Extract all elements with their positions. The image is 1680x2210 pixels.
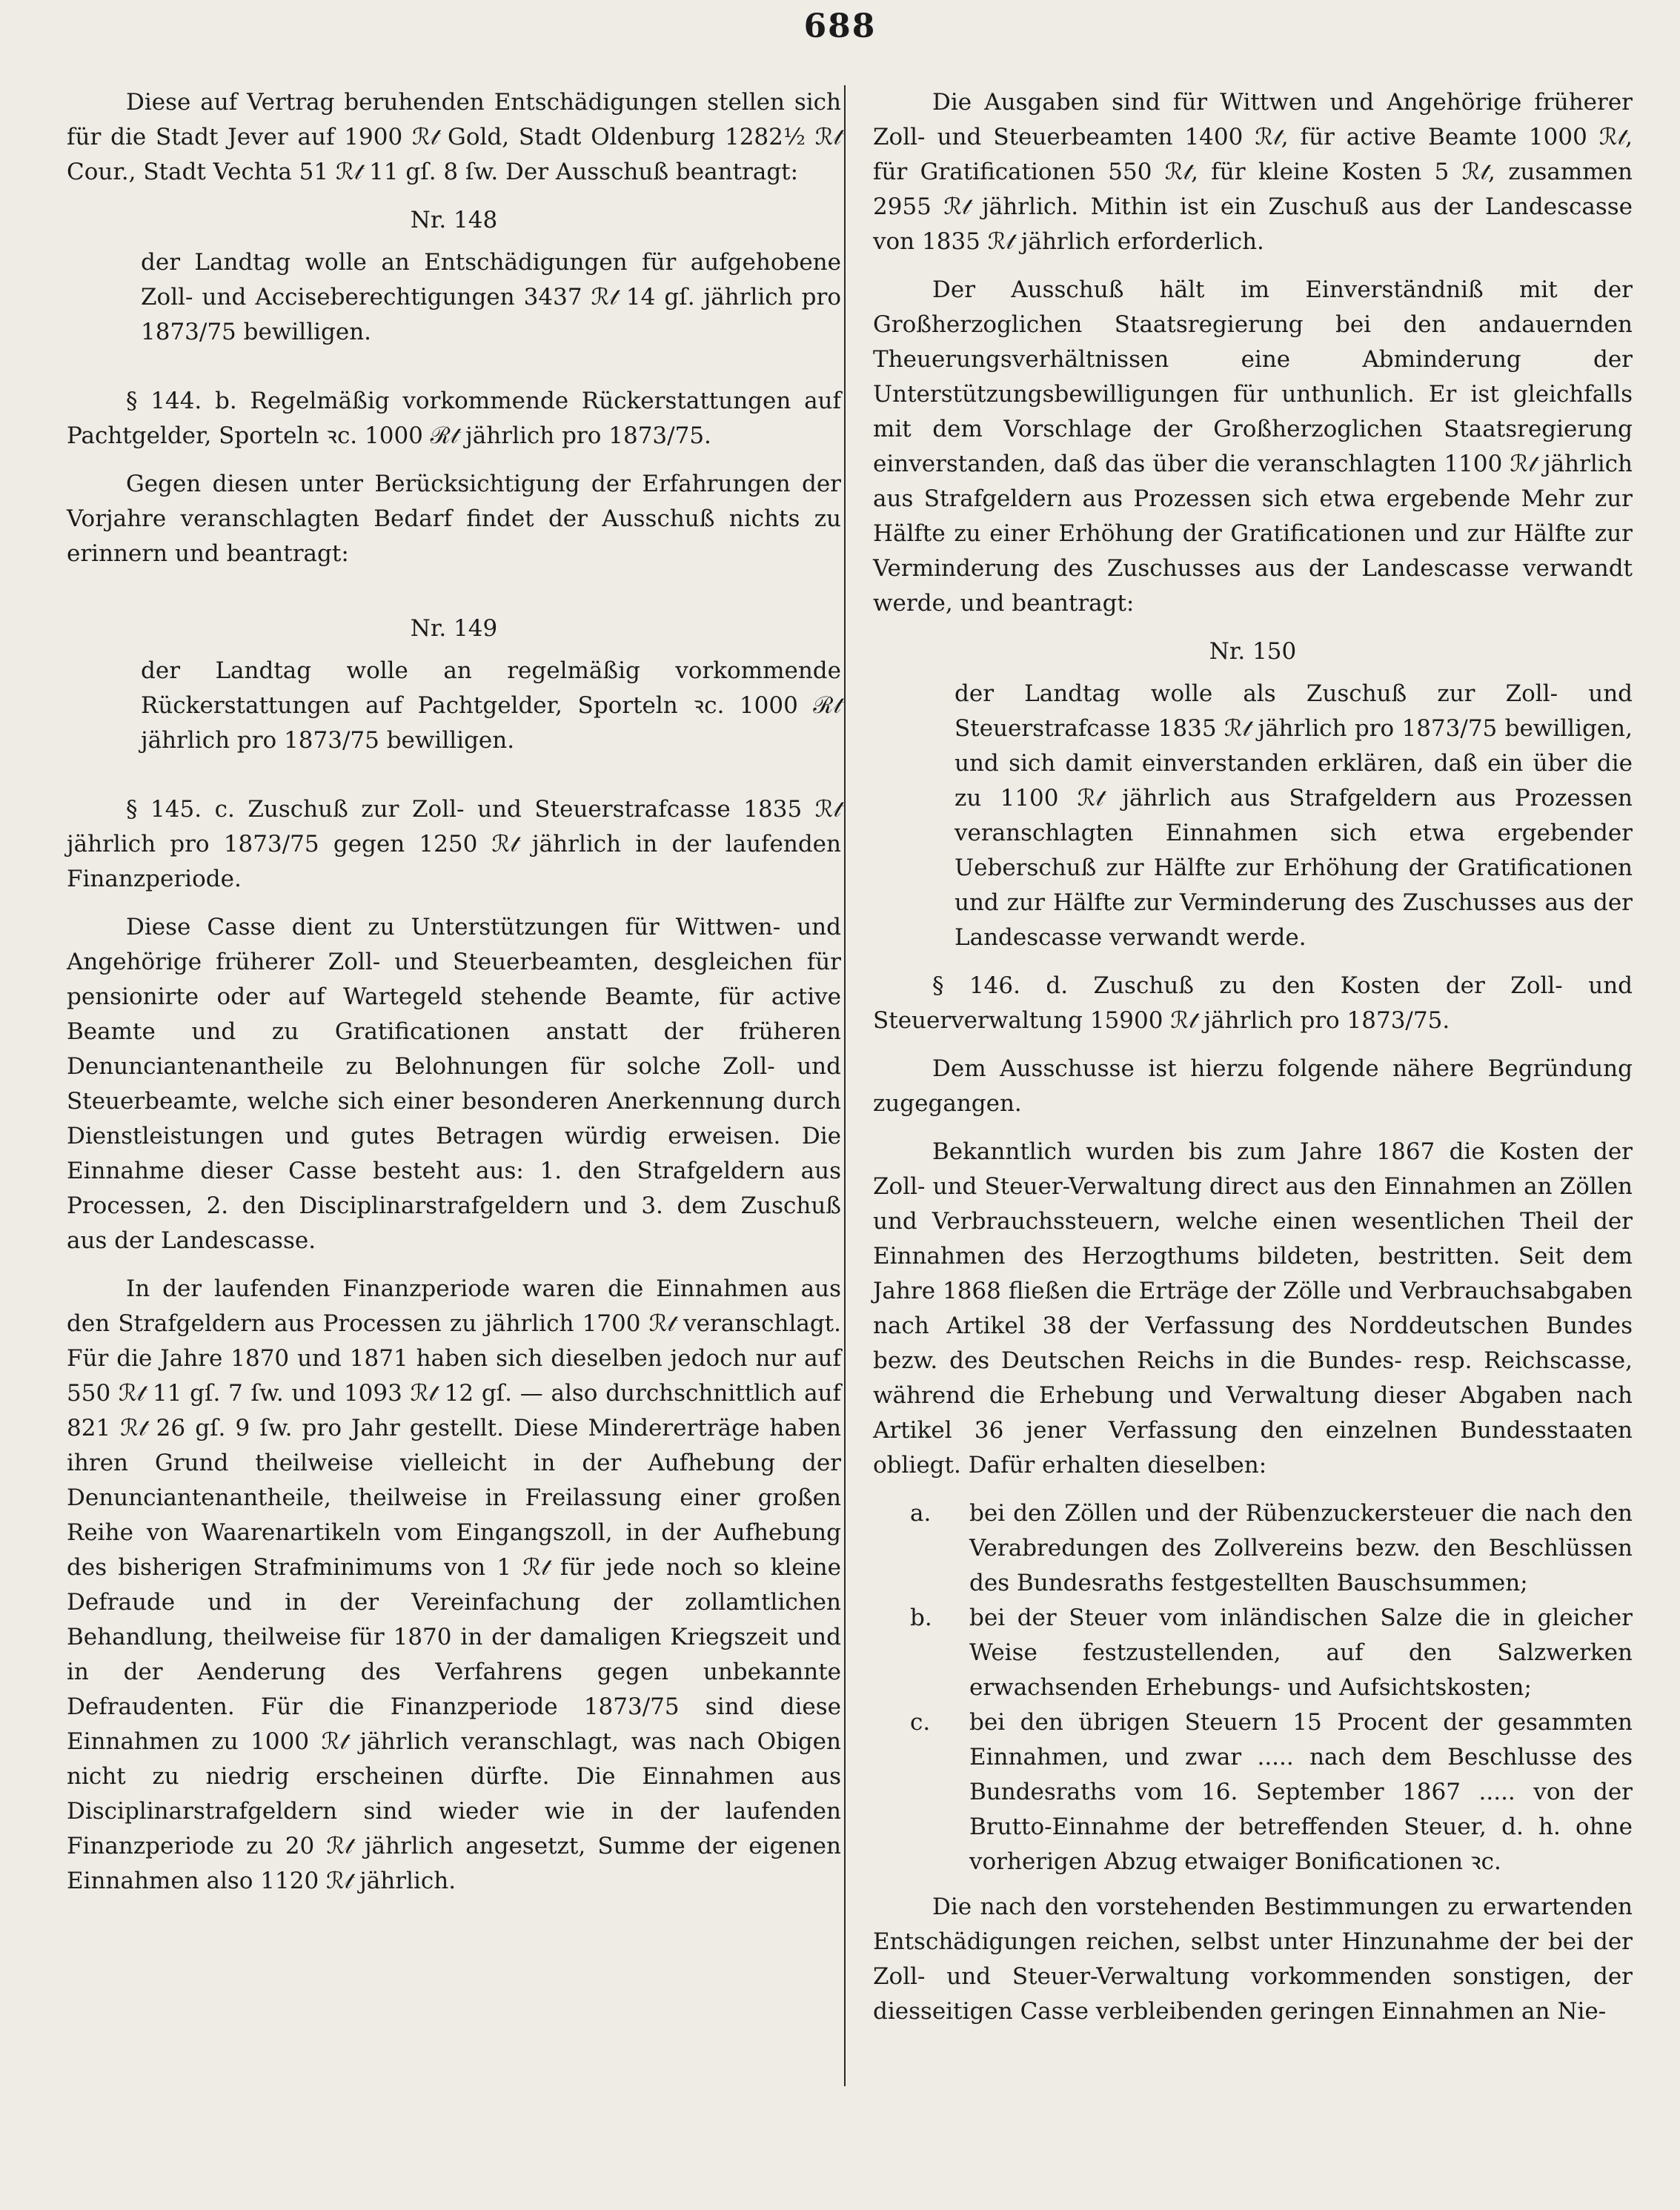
left-column — [67, 85, 841, 1912]
motion-number-148: Nr. 148 — [410, 207, 498, 233]
section-146-text-2: Bekanntlich wurden bis zum Jahre 1867 die Kosten der Zoll- und Steuer-Verwaltung direct aus den Einnahmen an Zöllen und Verbrauchssteuern, welche einen wesentlichen Theil der Einnahmen des Herzogthums bildeten, bestritten. Seit dem Jahre 1868 fließen die Erträge der Zölle und Verbrauchsabgaben nach Artikel 38 der Verfassung des Norddeutschen Bundes bezw. des Deutschen Reichs in die Bundes- resp. Reichscasse, während die Erhebung und Verwaltung dieser Abgaben nach Artikel 36 jener Verfassung den einzelnen Bundesstaaten obliegt. Dafür erhalten dieselben: — [873, 1138, 1633, 1479]
expenses-paragraph: Die Ausgaben sind für Wittwen und Angehörige früherer Zoll- und Steuerbeamten 1400 ℛ𝓉, für active Beamte 1000 ℛ𝓉, für Gratificationen 550 ℛ𝓉, für kleine Kosten 5 ℛ𝓉, zusammen 2955 ℛ𝓉 jährlich. Mithin ist ein Zuschuß aus der Landescasse von 1835 ℛ𝓉 jährlich erforderlich. — [873, 89, 1633, 255]
right-column — [873, 85, 1633, 2043]
section-146-heading: § 146. d. Zuschuß zu den Kosten der Zoll- und Steuerverwaltung 15900 ℛ𝓉 jährlich pro 1873/75. — [873, 972, 1633, 1034]
section-145-heading: § 145. c. Zuschuß zur Zoll- und Steuerstrafcasse 1835 ℛ𝓉 jährlich pro 1873/75 gegen 1250 ℛ𝓉 jährlich in der laufenden Finanzperiode. — [67, 796, 841, 892]
list-item: c. bei den übrigen Steuern 15 Procent der gesammten Einnahmen, und zwar ..... nach dem Beschlusse des Bundesraths vom 16. September 1867 ..... von der Brutto-Einnahme der betreffenden Steuer, d. h. ohne vorherigen Abzug etwaiger Bonificationen ꝛc. — [910, 1709, 1633, 1875]
closing-paragraph: Die nach den vorstehenden Bestimmungen zu erwartenden Entschädigungen reichen, selbst unter Hinzunahme der bei der Zoll- und Steuer-Verwaltung vorkommenden sonstigen, der diesseitigen Casse verbleibenden geringen Einnahmen an Nie- — [873, 1894, 1633, 2025]
page-number: 688 — [803, 7, 877, 45]
column-divider — [844, 85, 846, 2086]
motion-149-text: der Landtag wolle an regelmäßig vorkommende Rückerstattungen auf Pachtgelder, Sporteln ꝛc. 1000 ℛ𝓉 jährlich pro 1873/75 bewilligen. — [141, 657, 841, 754]
section-146-text-1: Dem Ausschusse ist hierzu folgende nähere Begründung zugegangen. — [873, 1055, 1633, 1117]
motion-150-text: der Landtag wolle als Zuschuß zur Zoll- und Steuerstrafcasse 1835 ℛ𝓉 jährlich pro 1873/75 bewilligen, und sich damit einverstanden erklären, daß ein über die zu 1100 ℛ𝓉 jährlich aus Strafgeldern aus Prozessen veranschlagten Einnahmen sich etwa ergebender Ueberschuß zur Hälfte zur Erhöhung der Gratificationen und zur Hälfte zur Verminderung des Zuschusses aus der Landescasse verwandt werde. — [954, 680, 1633, 951]
motion-number-149: Nr. 149 — [410, 615, 498, 642]
paragraph-compensation: Diese auf Vertrag beruhenden Entschädigungen stellen sich für die Stadt Jever auf 1900 ℛ𝓉 Gold, Stadt Oldenburg 1282½ ℛ𝓉 Cour., Stadt Vechta 51 ℛ𝓉 11 gſ. 8 ſw. Der Ausschuß beantragt: — [67, 89, 841, 185]
compensation-list — [873, 1496, 1633, 1879]
motion-number-150: Nr. 150 — [1209, 638, 1297, 665]
committee-paragraph: Der Ausschuß hält im Einverständniß mit der Großherzoglichen Staatsregierung bei den andauernden Theuerungsverhältnissen eine Abminderung der Unterstützungsbewilligungen für unthunlich. Er ist gleichfalls mit dem Vorschlage der Großherzoglichen Staatsregierung einverstanden, daß das über die veranschlagten 1100 ℛ𝓉 jährlich aus Strafgeldern aus Prozessen sich etwa ergebende Mehr zur Hälfte zu einer Erhöhung der Gratificationen und zur Hälfte zur Verminderung des Zuschusses aus der Landescasse verwandt werde, und beantragt: — [873, 276, 1633, 617]
section-144-text: Gegen diesen unter Berücksichtigung der Erfahrungen der Vorjahre veranschlagten Bedarf findet der Ausschuß nichts zu erinnern und beantragt: — [67, 471, 841, 567]
list-item: b. bei der Steuer vom inländischen Salze die in gleicher Weise festzustellenden, auf den Salzwerken erwachsenden Erhebungs- und Aufsichtskosten; — [910, 1605, 1633, 1701]
section-145-text-1: Diese Casse dient zu Unterstützungen für Wittwen- und Angehörige früherer Zoll- und Steuerbeamten, desgleichen für pensionirte oder auf Wartegeld stehende Beamte, für active Beamte und zu Gratificationen anstatt der früheren Denunciantenantheile zu Belohnungen für solche Zoll- und Steuerbeamte, welche sich einer besonderen Anerkennung durch Dienstleistungen und gutes Betragen würdig erweisen. Die Einnahme dieser Casse besteht aus: 1. den Strafgeldern aus Processen, 2. den Disciplinarstrafgeldern und 3. dem Zuschuß aus der Landescasse. — [67, 914, 841, 1254]
list-item: a. bei den Zöllen und der Rübenzuckersteuer die nach den Verabredungen des Zollvereins bezw. den Beschlüssen des Bundesraths festgestellten Bauschsummen; — [910, 1500, 1633, 1596]
motion-148-text: der Landtag wolle an Entschädigungen für aufgehobene Zoll- und Acciseberechtigungen 3437 ℛ𝓉 14 gſ. jährlich pro 1873/75 bewilligen. — [141, 249, 841, 345]
section-144-heading: § 144. b. Regelmäßig vorkommende Rückerstattungen auf Pachtgelder, Sporteln ꝛc. 1000 ℛ𝓉 jährlich pro 1873/75. — [67, 388, 841, 449]
section-145-text-2: In der laufenden Finanzperiode waren die Einnahmen aus den Strafgeldern aus Processen zu jährlich 1700 ℛ𝓉 veranschlagt. Für die Jahre 1870 und 1871 haben sich dieselben jedoch nur auf 550 ℛ𝓉 11 gſ. 7 ſw. und 1093 ℛ𝓉 12 gſ. — also durchschnittlich auf 821 ℛ𝓉 26 gſ. 9 ſw. pro Jahr gestellt. Diese Mindererträge haben ihren Grund theilweise vielleicht in der Aufhebung der Denunciantenantheile, theilweise in Freilassung einer großen Reihe von Waarenartikeln vom Eingangszoll, in der Aufhebung des bisherigen Strafminimums von 1 ℛ𝓉 für jede noch so kleine Defraude und in der Vereinfachung der zollamtlichen Behandlung, theilweise für 1870 in der damaligen Kriegszeit und in der Aenderung des Verfahrens gegen unbekannte Defraudenten. Für die Finanzperiode 1873/75 sind diese Einnahmen zu 1000 ℛ𝓉 jährlich veranschlagt, was nach Obigen nicht zu niedrig erscheinen dürfte. Die Einnahmen aus Disciplinarstrafgeldern sind wieder wie in der laufenden Finanzperiode zu 20 ℛ𝓉 jährlich angesetzt, Summe der eigenen Einnahmen also 1120 ℛ𝓉 jährlich. — [67, 1275, 841, 1894]
